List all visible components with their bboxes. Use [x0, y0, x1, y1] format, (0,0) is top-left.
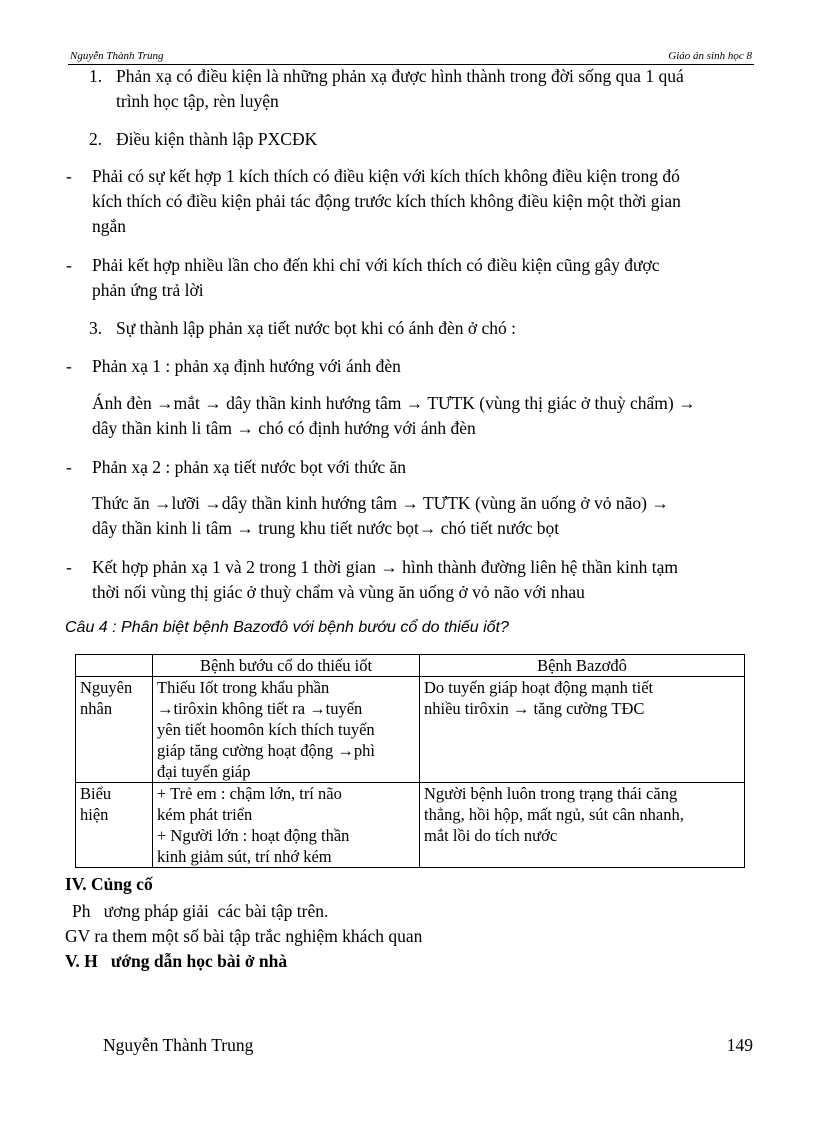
comparison-table — [75, 654, 745, 868]
section2-bullet2-line2: phản ứng trả lời — [92, 280, 204, 300]
bullet-dash: - — [66, 457, 72, 477]
cell-line: mắt lồi do tích nước — [424, 826, 558, 845]
section-iv-line2: GV ra them một số bài tập trắc nghiệm khách quan — [65, 926, 423, 946]
bullet-dash: - — [66, 356, 72, 376]
section2-title: Điều kiện thành lập PXCĐK — [116, 129, 318, 149]
cell-line: thẳng, hồi hộp, mất ngủ, sút cân nhanh, — [424, 805, 684, 824]
table-header-row — [76, 655, 745, 677]
section-iv-heading: IV. Củng cố — [65, 874, 153, 894]
bullet-dash: - — [66, 557, 72, 577]
row-label-line: Nguyên — [80, 678, 133, 697]
section2-bullet1-line1: Phải có sự kết hợp 1 kích thích có điều kiện với kích thích không điều kiện trong đó — [92, 166, 680, 186]
cell-line: →tirôxin không tiết ra →tuyến — [157, 699, 363, 718]
cell-line: Người bệnh luôn trong trạng thái căng — [424, 784, 678, 803]
table-row-label-symptoms — [76, 783, 153, 868]
section2-bullet2-line1: Phải kết hợp nhiều lần cho đến khi chỉ với kích thích có điều kiện cũng gây được — [92, 255, 660, 275]
section3-title: Sự thành lập phản xạ tiết nước bọt khi có ánh đèn ở chó : — [116, 318, 517, 338]
item-number-1: 1. — [89, 66, 103, 86]
cell-line: + Trẻ em : chậm lớn, trí não — [157, 784, 342, 803]
section-iv-line1: Ph ương pháp giải các bài tập trên. — [72, 901, 329, 921]
row-label-line: Biểu — [80, 784, 112, 803]
reflex2-path-line2: dây thần kinh li tâm → trung khu tiết nước bọt→ chó tiết nước bọt — [92, 518, 560, 538]
table-cell-goiter-symptoms — [153, 783, 420, 868]
section-v-heading: V. H ướng dẫn học bài ở nhà — [65, 951, 288, 971]
reflex2-path-line1: Thức ăn →lưỡi →dây thần kinh hướng tâm → TƯTK (vùng ăn uống ở vỏ não) → — [92, 493, 669, 513]
reflex2-heading: Phản xạ 2 : phản xạ tiết nước bọt với thức ăn — [92, 457, 407, 477]
reflex1-path-line2: dây thần kinh li tâm → chó có định hướng với ánh đèn — [92, 418, 476, 438]
table-cell-basedow-cause — [420, 677, 745, 783]
cell-line: + Người lớn : hoạt động thần — [157, 826, 350, 845]
section2-bullet1-line2: kích thích có điều kiện phải tác động trước kích thích không điều kiện một thời gian — [92, 191, 681, 211]
section1-line1: Phản xạ có điều kiện là những phản xạ được hình thành trong đời sống qua 1 quá — [116, 66, 684, 86]
bullet-dash: - — [66, 255, 72, 275]
footer-author: Nguyễn Thành Trung — [103, 1035, 254, 1055]
table-corner-cell — [76, 655, 153, 677]
table-cell-goiter-cause — [153, 677, 420, 783]
table-header-basedow: Bệnh Bazơđô — [420, 655, 745, 677]
cell-line: Thiếu Iốt trong khẩu phần — [157, 678, 330, 697]
cell-line: kém phát triển — [157, 805, 253, 824]
reflex1-heading: Phản xạ 1 : phản xạ định hướng với ánh đèn — [92, 356, 401, 376]
row-label-line: nhân — [80, 699, 113, 718]
header-subject: Giáo án sinh học 8 — [668, 50, 752, 62]
item-number-2: 2. — [89, 129, 103, 149]
table-header-goiter: Bệnh bướu cổ do thiếu iốt — [153, 655, 420, 677]
cell-line: nhiều tirôxin → tăng cường TĐC — [424, 699, 645, 718]
combine-line1: Kết hợp phản xạ 1 và 2 trong 1 thời gian → hình thành đường liên hệ thần kinh tạm — [92, 557, 678, 577]
table-cell-basedow-symptoms — [420, 783, 745, 868]
table-row-label-cause — [76, 677, 153, 783]
table-row — [76, 677, 745, 783]
question-4: Câu 4 : Phân biệt bệnh Bazơđô với bệnh bướu cổ do thiếu iốt? — [65, 619, 509, 636]
item-number-3: 3. — [89, 318, 103, 338]
page-number: 149 — [726, 1035, 753, 1055]
header-author: Nguyễn Thành Trung — [70, 50, 164, 62]
section2-bullet1-line3: ngắn — [92, 216, 127, 236]
section1-line2: trình học tập, rèn luyện — [116, 91, 279, 111]
row-label-line: hiện — [80, 805, 109, 824]
reflex1-path-line1: Ánh đèn →mắt → dây thần kinh hướng tâm → TƯTK (vùng thị giác ở thuỳ chẩm) → — [92, 393, 696, 413]
cell-line: đại tuyến giáp — [157, 762, 251, 781]
cell-line: Do tuyến giáp hoạt động mạnh tiết — [424, 678, 654, 697]
combine-line2: thời nối vùng thị giác ở thuỳ chẩm và vùng ăn uống ở vỏ não với nhau — [92, 582, 585, 602]
bullet-dash: - — [66, 166, 72, 186]
table-row — [76, 783, 745, 868]
cell-line: yên tiết hoomôn kích thích tuyến — [157, 720, 375, 739]
cell-line: kinh giảm sút, trí nhớ kém — [157, 847, 332, 866]
cell-line: giáp tăng cường hoạt động →phì — [157, 741, 375, 760]
